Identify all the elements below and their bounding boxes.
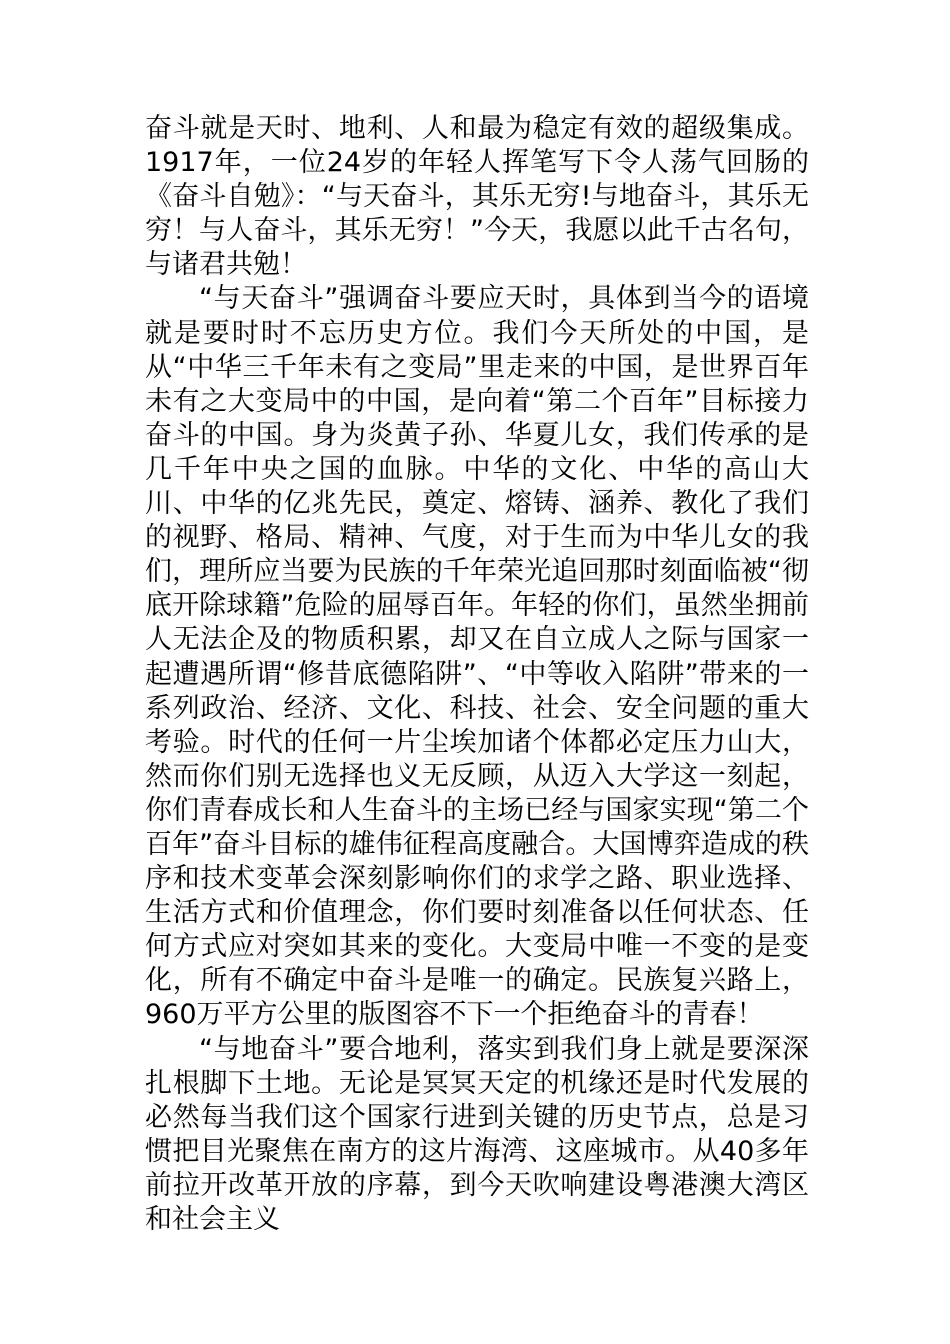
paragraph-1: 奋斗就是天时、地利、人和最为稳定有效的超级集成。1917年，一位24岁的年轻人挥笔写下令人荡气回肠的《奋斗自勉》：“与天奋斗，其乐无穷!与地奋斗，其乐无穷！与人奋斗，其乐无穷！”今天，我愿以此千古名句，与诸君共勉！: [145, 113, 809, 281]
paragraph-3: “与地奋斗”要合地利，落实到我们身上就是要深深扎根脚下土地。无论是冥冥天定的机缘还是时代发展的必然每当我们这个国家行进到关键的历史节点，总是习惯把目光聚焦在南方的这片海湾、这座城市。从40多年前拉开改革开放的序幕，到今天吹响建设粤港澳大湾区和社会主义: [145, 1033, 809, 1235]
document-body: [145, 112, 809, 1237]
paragraph-2: “与天奋斗”强调奋斗要应天时，具体到当今的语境就是要时时不忘历史方位。我们今天所处的中国，是从“中华三千年未有之变局”里走来的中国，是世界百年未有之大变局中的中国，是向着“第二个百年”目标接力奋斗的中国。身为炎黄子孙、华夏儿女，我们传承的是几千年中央之国的血脉。中华的文化、中华的高山大川、中华的亿兆先民，奠定、熔铸、涵养、教化了我们的视野、格局、精神、气度，对于生而为中华儿女的我们，理所应当要为民族的千年荣光追回那时刻面临被“彻底开除球籍”危险的屈辱百年。年轻的你们，虽然坐拥前人无法企及的物质积累，却又在自立成人之际与国家一起遭遇所谓“修昔底德陷阱”、“中等收入陷阱”带来的一系列政治、经济、文化、科技、社会、安全问题的重大考验。时代的任何一片尘埃加诸个体都必定压力山大，然而你们别无选择也义无反顾，从迈入大学这一刻起，你们青春成长和人生奋斗的主场已经与国家实现“第二个百年”奋斗目标的雄伟征程高度融合。大国博弈造成的秩序和技术变革会深刻影响你们的求学之路、职业选择、生活方式和价值理念，你们要时刻准备以任何状态、任何方式应对突如其来的变化。大变局中唯一不变的是变化，所有不确定中奋斗是唯一的确定。民族复兴路上，960万平方公里的版图容不下一个拒绝奋斗的青春！: [145, 283, 809, 1031]
